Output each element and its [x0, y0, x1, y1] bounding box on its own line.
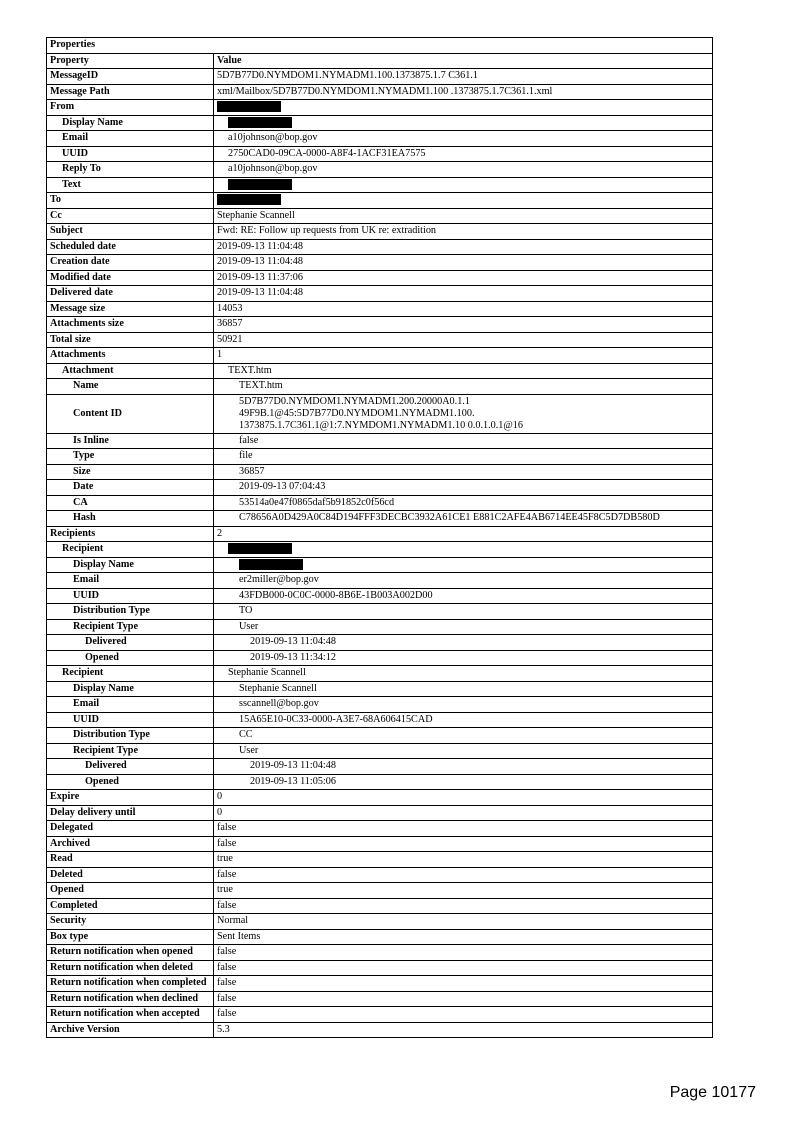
property-value: a10johnson@bop.gov: [214, 131, 713, 147]
table-row: [47, 255, 713, 271]
property-value: false: [214, 821, 713, 837]
table-row: [47, 301, 713, 317]
property-value: false: [214, 867, 713, 883]
property-name: Delivered: [47, 759, 214, 775]
property-name: Attachment: [47, 363, 214, 379]
property-value: 2750CAD0-09CA-0000-A8F4-1ACF31EA7575: [214, 146, 713, 162]
table-row: [47, 480, 713, 496]
property-value: 2019-09-13 11:04:48: [214, 255, 713, 271]
property-name: To: [47, 193, 214, 209]
property-name: Delegated: [47, 821, 214, 837]
table-row: [47, 270, 713, 286]
property-value: false: [214, 1007, 713, 1023]
property-column-header: Property: [47, 53, 214, 69]
property-name: Expire: [47, 790, 214, 806]
property-name: Opened: [47, 650, 214, 666]
table-row: [47, 650, 713, 666]
property-value: Fwd: RE: Follow up requests from UK re: extradition: [214, 224, 713, 240]
property-name: UUID: [47, 146, 214, 162]
property-name: Display Name: [47, 115, 214, 131]
property-name: Delivered date: [47, 286, 214, 302]
table-row: [47, 774, 713, 790]
table-row: [47, 224, 713, 240]
property-value: 14053: [214, 301, 713, 317]
property-value: TEXT.htm: [214, 379, 713, 395]
property-name: Delivered: [47, 635, 214, 651]
table-row: [47, 976, 713, 992]
property-value: a10johnson@bop.gov: [214, 162, 713, 178]
table-row: [47, 604, 713, 620]
property-value: true: [214, 883, 713, 899]
redacted-value: [214, 542, 713, 558]
table-row: [47, 332, 713, 348]
property-value: Stephanie Scannell: [214, 666, 713, 682]
property-name: Distribution Type: [47, 728, 214, 744]
property-value: 5D7B77D0.NYMDOM1.NYMADM1.200.20000A0.1.1 49F9B.1@45:5D7B77D0.NYMDOM1.NYMADM1.100. 1373875.1.7C361.1@1:7.NYMDOM1.NYMADM1.10 0.0.1.0.1@16: [214, 394, 713, 433]
table-row: [47, 573, 713, 589]
value-column-header: Value: [214, 53, 713, 69]
property-name: Recipient: [47, 542, 214, 558]
properties-table: [46, 37, 713, 1038]
property-value: 2019-09-13 11:04:48: [214, 239, 713, 255]
property-value: User: [214, 619, 713, 635]
property-value: 1: [214, 348, 713, 364]
table-row: [47, 929, 713, 945]
table-row: [47, 960, 713, 976]
table-row: [47, 286, 713, 302]
property-value: false: [214, 836, 713, 852]
property-value: false: [214, 945, 713, 961]
property-value: 0: [214, 790, 713, 806]
property-name: Recipient Type: [47, 619, 214, 635]
property-name: Attachments: [47, 348, 214, 364]
table-row: [47, 945, 713, 961]
property-value: 53514a0e47f0865daf5b91852c0f56cd: [214, 495, 713, 511]
property-name: Display Name: [47, 681, 214, 697]
property-value: sscannell@bop.gov: [214, 697, 713, 713]
property-value: er2miller@bop.gov: [214, 573, 713, 589]
property-value: 2019-09-13 11:34:12: [214, 650, 713, 666]
property-name: Attachments size: [47, 317, 214, 333]
table-row: [47, 914, 713, 930]
property-value: TO: [214, 604, 713, 620]
property-value: 2019-09-13 11:04:48: [214, 635, 713, 651]
redaction-box: [217, 101, 281, 112]
property-name: Cc: [47, 208, 214, 224]
table-row: [47, 131, 713, 147]
redacted-value: [214, 193, 713, 209]
table-row: [47, 821, 713, 837]
property-value: false: [214, 991, 713, 1007]
property-name: Reply To: [47, 162, 214, 178]
property-name: Distribution Type: [47, 604, 214, 620]
property-value: CC: [214, 728, 713, 744]
table-row: [47, 193, 713, 209]
property-value: 0: [214, 805, 713, 821]
property-value: false: [214, 960, 713, 976]
table-row: [47, 836, 713, 852]
property-name: Return notification when accepted: [47, 1007, 214, 1023]
table-row: [47, 162, 713, 178]
redaction-box: [239, 559, 303, 570]
property-name: Email: [47, 697, 214, 713]
property-value: Normal: [214, 914, 713, 930]
redaction-box: [228, 543, 292, 554]
property-name: Email: [47, 573, 214, 589]
table-row: [47, 681, 713, 697]
table-row: [47, 666, 713, 682]
property-name: Archived: [47, 836, 214, 852]
property-value: 2019-09-13 11:05:06: [214, 774, 713, 790]
property-value: 50921: [214, 332, 713, 348]
redacted-value: [214, 115, 713, 131]
property-name: Modified date: [47, 270, 214, 286]
property-value: 2019-09-13 11:37:06: [214, 270, 713, 286]
property-value: file: [214, 449, 713, 465]
property-name: From: [47, 100, 214, 116]
table-row: [47, 208, 713, 224]
property-name: Read: [47, 852, 214, 868]
table-row: [47, 697, 713, 713]
property-name: MessageID: [47, 69, 214, 85]
property-name: Completed: [47, 898, 214, 914]
property-value: false: [214, 433, 713, 449]
table-row: [47, 146, 713, 162]
table-row: [47, 511, 713, 527]
property-value: 36857: [214, 317, 713, 333]
property-value: 36857: [214, 464, 713, 480]
property-value: 43FDB000-0C0C-0000-8B6E-1B003A002D00: [214, 588, 713, 604]
property-name: Subject: [47, 224, 214, 240]
table-row: [47, 433, 713, 449]
table-row: [47, 743, 713, 759]
property-value: 5D7B77D0.NYMDOM1.NYMADM1.100.1373875.1.7 C361.1: [214, 69, 713, 85]
table-row: [47, 759, 713, 775]
property-name: Message Path: [47, 84, 214, 100]
table-row: [47, 883, 713, 899]
table-row: [47, 363, 713, 379]
property-name: UUID: [47, 588, 214, 604]
property-name: Is Inline: [47, 433, 214, 449]
table-row: [47, 728, 713, 744]
redaction-box: [228, 179, 292, 190]
table-row: [47, 619, 713, 635]
property-value: 5.3: [214, 1022, 713, 1038]
table-row: [47, 239, 713, 255]
property-name: Return notification when deleted: [47, 960, 214, 976]
redacted-value: [214, 557, 713, 573]
table-row: [47, 1022, 713, 1038]
page-number: Page 10177: [669, 1084, 756, 1101]
property-name: Email: [47, 131, 214, 147]
property-name: Hash: [47, 511, 214, 527]
table-row: [47, 84, 713, 100]
property-name: Date: [47, 480, 214, 496]
property-name: Display Name: [47, 557, 214, 573]
table-row: [47, 557, 713, 573]
property-name: Name: [47, 379, 214, 395]
property-name: Scheduled date: [47, 239, 214, 255]
property-value: 2019-09-13 11:04:48: [214, 286, 713, 302]
table-row: [47, 991, 713, 1007]
table-row: [47, 100, 713, 116]
property-value: C78656A0D429A0C84D194FFF3DECBC3932A61CE1 E881C2AFE4AB6714EE45F8C5D7DB580D: [214, 511, 713, 527]
table-row: [47, 394, 713, 433]
redaction-box: [228, 117, 292, 128]
property-value: 15A65E10-0C33-0000-A3E7-68A606415CAD: [214, 712, 713, 728]
table-row: [47, 449, 713, 465]
table-row: [47, 712, 713, 728]
property-value: xml/Mailbox/5D7B77D0.NYMDOM1.NYMADM1.100 .1373875.1.7C361.1.xml: [214, 84, 713, 100]
property-value: 2: [214, 526, 713, 542]
property-value: User: [214, 743, 713, 759]
property-name: Box type: [47, 929, 214, 945]
property-name: Opened: [47, 883, 214, 899]
redaction-box: [217, 194, 281, 205]
property-value: 2019-09-13 11:04:48: [214, 759, 713, 775]
property-name: Text: [47, 177, 214, 193]
property-value: false: [214, 976, 713, 992]
property-name: Return notification when completed: [47, 976, 214, 992]
table-row: [47, 588, 713, 604]
table-row: [47, 635, 713, 651]
table-row: [47, 115, 713, 131]
table-row: [47, 805, 713, 821]
property-value: Sent Items: [214, 929, 713, 945]
property-name: Recipient Type: [47, 743, 214, 759]
property-value: false: [214, 898, 713, 914]
table-row: [47, 379, 713, 395]
redacted-value: [214, 100, 713, 116]
property-name: Deleted: [47, 867, 214, 883]
property-name: CA: [47, 495, 214, 511]
properties-body: [47, 69, 713, 1038]
table-row: [47, 526, 713, 542]
property-name: Creation date: [47, 255, 214, 271]
table-row: [47, 177, 713, 193]
property-name: Delay delivery until: [47, 805, 214, 821]
property-name: Return notification when declined: [47, 991, 214, 1007]
table-row: [47, 790, 713, 806]
property-value: Stephanie Scannell: [214, 681, 713, 697]
table-title: Properties: [47, 38, 713, 54]
table-row: [47, 495, 713, 511]
property-name: Return notification when opened: [47, 945, 214, 961]
table-row: [47, 69, 713, 85]
table-row: [47, 852, 713, 868]
property-name: Archive Version: [47, 1022, 214, 1038]
property-name: Opened: [47, 774, 214, 790]
table-row: [47, 542, 713, 558]
table-row: [47, 317, 713, 333]
property-value: 2019-09-13 07:04:43: [214, 480, 713, 496]
table-row: [47, 867, 713, 883]
property-value: Stephanie Scannell: [214, 208, 713, 224]
property-name: Recipient: [47, 666, 214, 682]
table-row: [47, 898, 713, 914]
redacted-value: [214, 177, 713, 193]
table-row: [47, 1007, 713, 1023]
property-name: Recipients: [47, 526, 214, 542]
property-name: Content ID: [47, 394, 214, 433]
table-row: [47, 348, 713, 364]
property-name: Message size: [47, 301, 214, 317]
property-name: Total size: [47, 332, 214, 348]
property-name: Size: [47, 464, 214, 480]
property-name: Security: [47, 914, 214, 930]
property-value: true: [214, 852, 713, 868]
property-value: TEXT.htm: [214, 363, 713, 379]
table-row: [47, 464, 713, 480]
property-name: UUID: [47, 712, 214, 728]
property-name: Type: [47, 449, 214, 465]
